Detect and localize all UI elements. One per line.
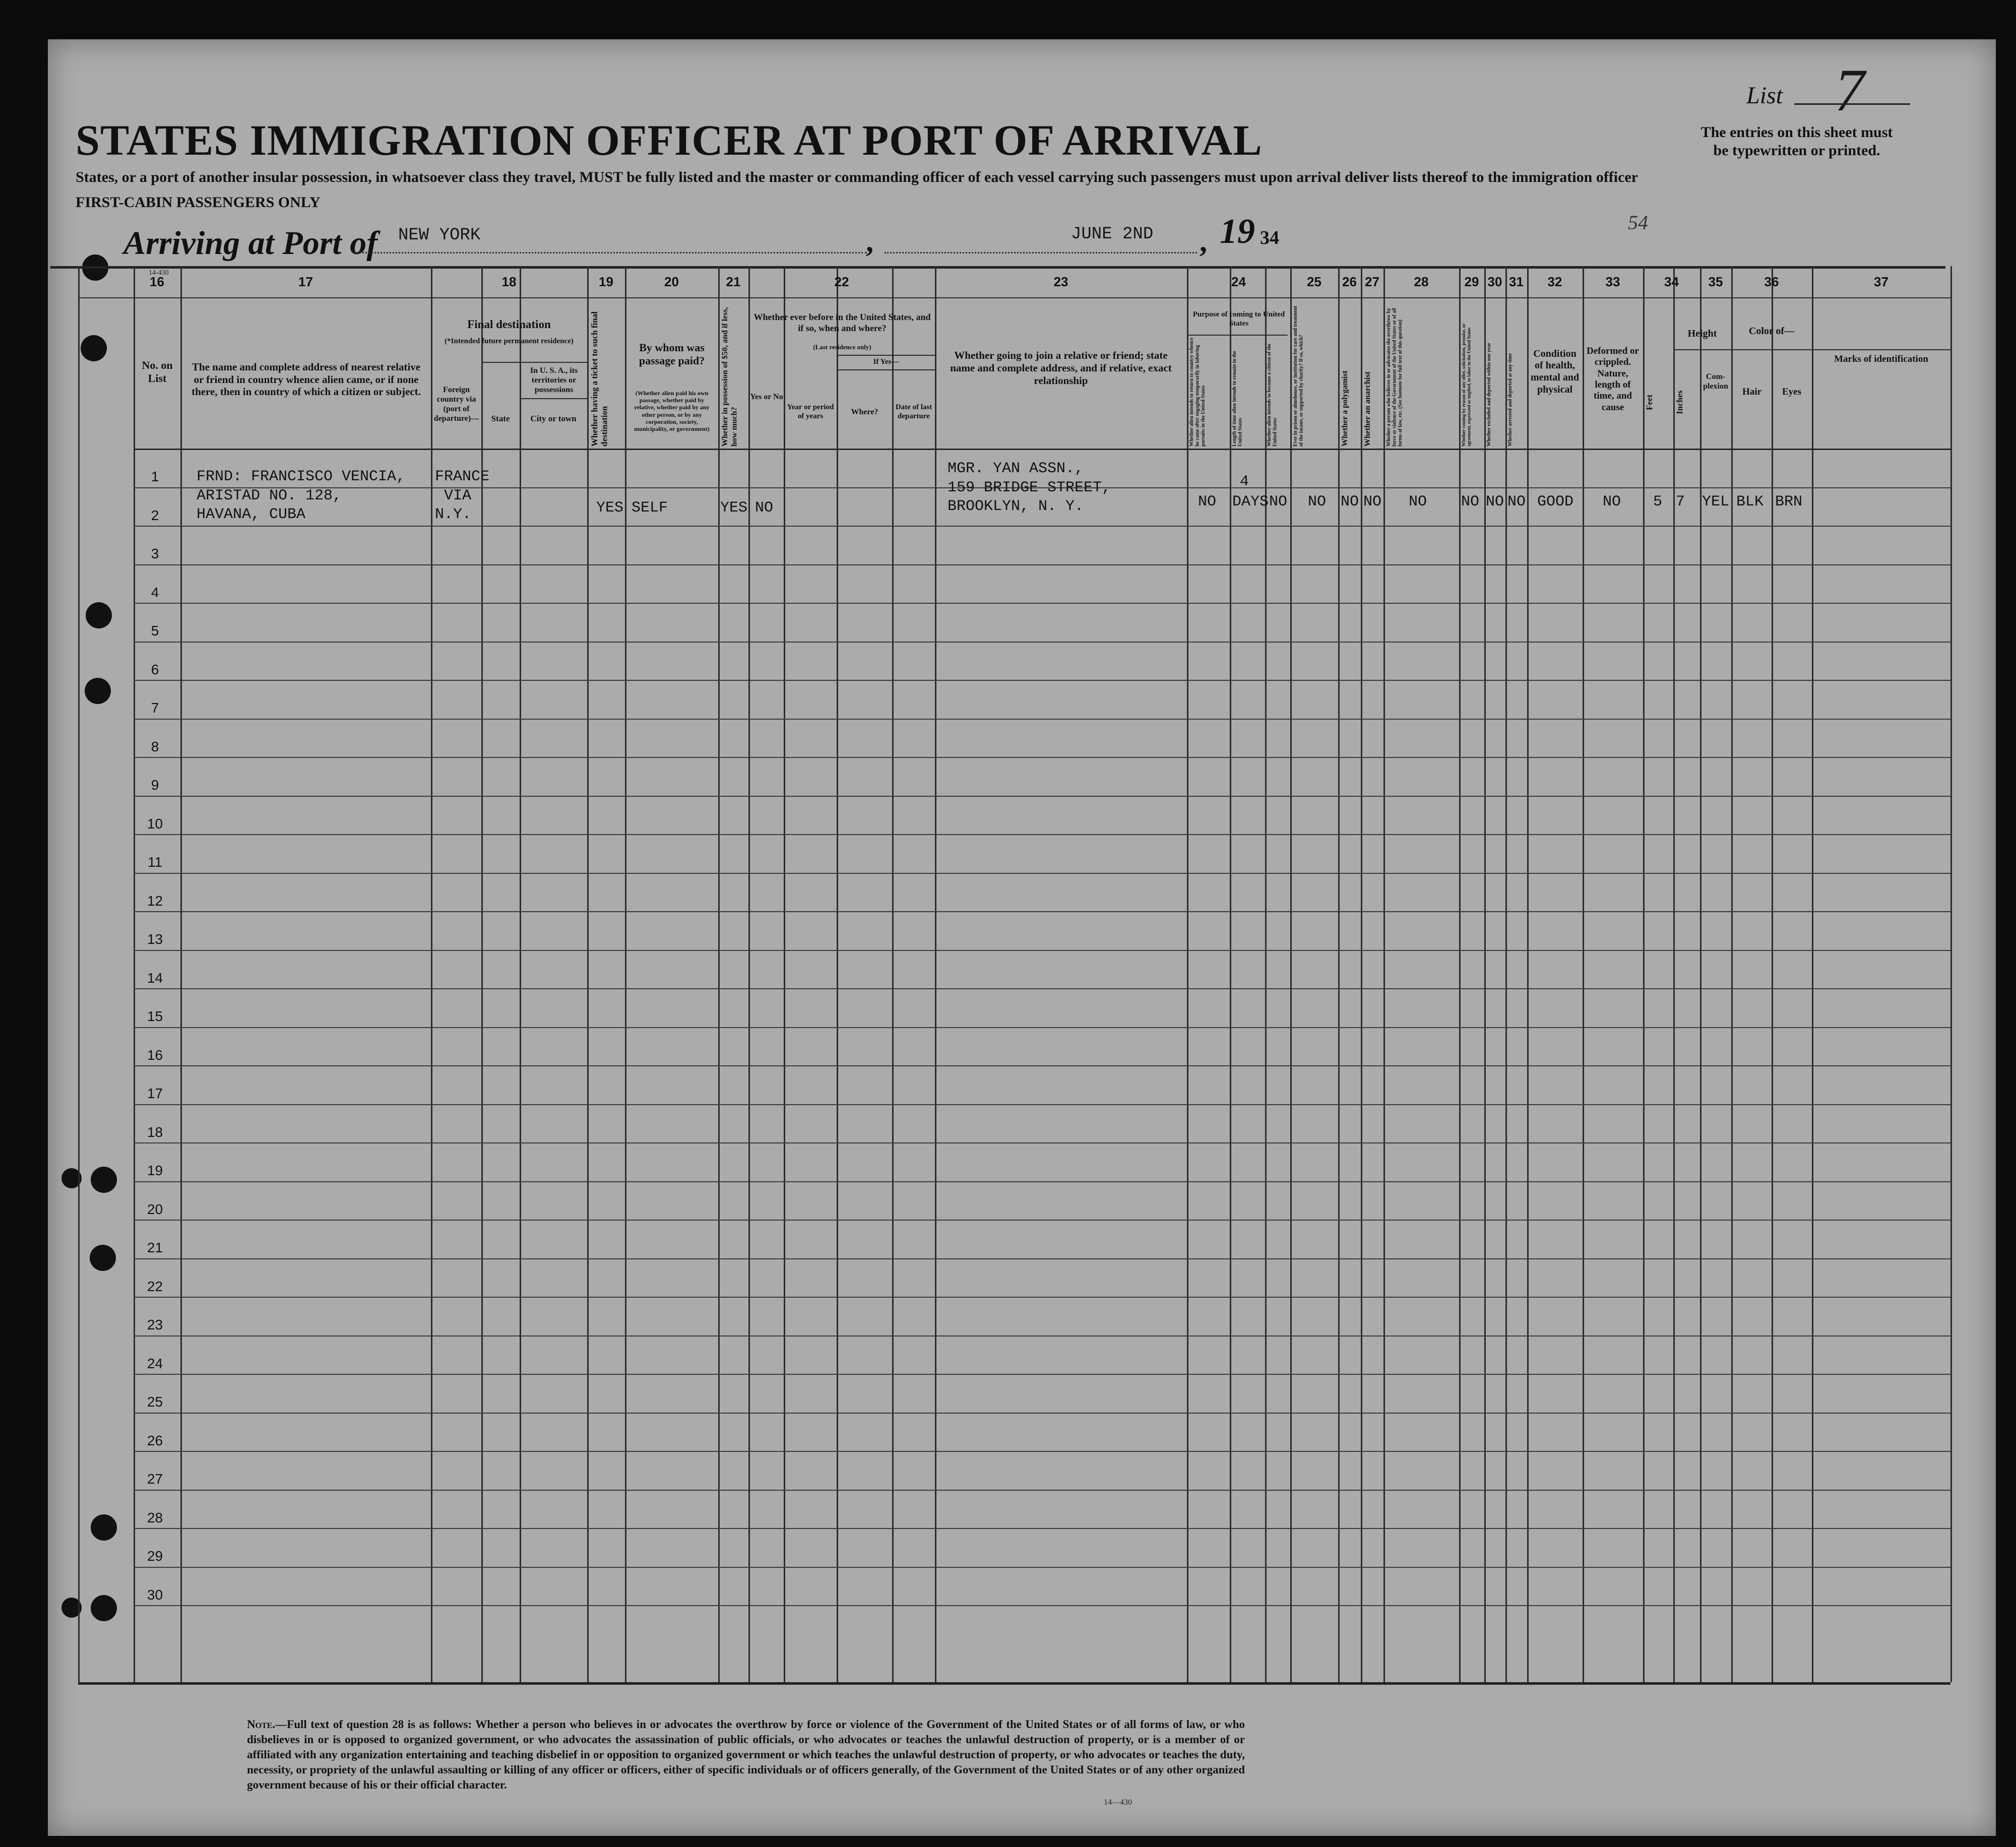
row-rule [134, 950, 1950, 951]
footnote-question-28 [247, 1717, 1245, 1792]
row-rule [134, 911, 1950, 912]
header-passage-paid: By whom was passage paid? [639, 341, 705, 367]
entry-hair: BLK [1736, 493, 1764, 511]
row-number: 21 [147, 1240, 163, 1255]
row-rule [134, 1605, 1950, 1606]
col-num-25: 25 [1307, 274, 1321, 289]
header-hair: Hair [1742, 386, 1761, 397]
year-suffix: 34 [1260, 227, 1279, 248]
margin-note: 54 [1628, 211, 1648, 234]
row-rule [134, 1451, 1950, 1452]
row-number: 27 [147, 1471, 163, 1487]
row-rule [134, 1297, 1950, 1298]
entry-length-unit: DAYS [1232, 493, 1269, 511]
col-num-36: 36 [1764, 274, 1779, 289]
row-number: 13 [147, 931, 163, 947]
col-num-33: 33 [1605, 274, 1620, 289]
port-underline [353, 252, 867, 253]
entry-length-number: 4 [1240, 473, 1249, 490]
header-class: FIRST-CABIN PASSENGERS ONLY [76, 194, 321, 211]
header-city: City or town [530, 413, 577, 423]
row-rule [134, 1490, 1950, 1491]
col-num-27: 27 [1365, 274, 1379, 289]
header-color-of: Color of— [1748, 326, 1795, 337]
row-number: 20 [147, 1201, 163, 1217]
header-ever-before: Whether ever before in the United States, and if so, when and where? [753, 312, 931, 333]
entry-citizen: NO [1269, 493, 1288, 511]
col-num-16: 16 [150, 274, 164, 289]
row-number: 29 [147, 1548, 163, 1564]
header-feet: Feet [1645, 394, 1654, 410]
row-number: 8 [151, 738, 159, 754]
row-number: 2 [151, 507, 159, 523]
row-rule [134, 526, 1950, 527]
header-in-usa: In U. S. A., its territories or possessions [530, 366, 578, 394]
row-rule [134, 1181, 1950, 1182]
col-num-18: 18 [501, 274, 517, 289]
header-complexion: Com- plexion [1703, 372, 1728, 391]
entry-ever-before: NO [755, 499, 774, 517]
row-rule [134, 796, 1950, 797]
entry-passage-paid: SELF [632, 499, 668, 517]
col-num-21: 21 [726, 274, 741, 289]
header-date-departure: Date of last departure [895, 403, 932, 420]
row-rule [134, 1258, 1950, 1259]
entry-prison: NO [1308, 493, 1327, 511]
col-num-31: 31 [1509, 274, 1524, 289]
entry-join-relative: MGR. YAN ASSN., 159 BRIDGE STREET, BROOKLYN, N. Y. [948, 460, 1111, 515]
header-purpose-length: Length of time alien intends to remain in the United States [1232, 351, 1243, 447]
header-where: Where? [851, 407, 878, 416]
header-yes-no: Yes or No [750, 392, 783, 401]
header-height: Height [1687, 328, 1717, 340]
row-rule [134, 1142, 1950, 1143]
header-excluded: Whether excluded and deported within one year [1486, 343, 1492, 447]
header-purpose: Purpose of coming to United States [1192, 310, 1285, 328]
header-health: Condition of health, mental and physical [1530, 348, 1580, 395]
entry-health: GOOD [1537, 493, 1574, 511]
row-number: 4 [151, 584, 159, 600]
header-nearest-relative: The name and complete address of nearest relative or friend in country whence alien came, or if none there, then in country of which a citizen or subject. [192, 360, 421, 398]
header-eyes: Eyes [1782, 386, 1801, 397]
entry-fifty-dollars: YES [720, 499, 748, 517]
row-rule [134, 873, 1950, 874]
row-number: 5 [151, 623, 159, 639]
col-num-28: 28 [1414, 274, 1429, 289]
header-state: State [491, 413, 510, 423]
entry-feet: 5 [1653, 493, 1663, 511]
col-num-20: 20 [664, 274, 679, 289]
row-number: 9 [151, 777, 159, 793]
entry-foreign-country: FRANCE VIA N.Y. [435, 468, 490, 523]
row-number: 19 [147, 1163, 163, 1178]
row-number: 3 [151, 546, 159, 561]
row-number: 26 [147, 1432, 163, 1448]
row-number: 22 [147, 1278, 163, 1294]
col-num-30: 30 [1487, 274, 1502, 289]
header-instructions: States, or a port of another insular possession, in whatsoever class they travel, MUST be fully listed and the master or commanding officer of each vessel carrying such passengers must upon arrival deliver lists thereof to the immigration officer [76, 169, 1639, 185]
row-rule [134, 1528, 1950, 1529]
arriving-label: Arriving at Port of [123, 225, 378, 262]
form-number: 14-430 [149, 269, 169, 277]
header-inches: Inches [1675, 390, 1684, 414]
header-anarchist: Whether an anarchist [1363, 371, 1372, 447]
header-foreign-country: Foreign country via (port of departure)— [433, 386, 479, 423]
row-rule [134, 1335, 1950, 1336]
col-num-24: 24 [1231, 274, 1246, 289]
page-title: STATES IMMIGRATION OFFICER AT PORT OF ARRIVAL [76, 116, 1263, 164]
header-if-yes: If Yes— [873, 358, 899, 366]
header-marks-identification: Marks of identification [1834, 353, 1928, 364]
entry-excluded: NO [1486, 493, 1504, 511]
row-number: 17 [147, 1086, 163, 1101]
footer-form-number: 14—430 [1104, 1798, 1132, 1807]
header-purpose-citizen: Whether alien intends to become a citizen of the United States [1267, 343, 1278, 447]
entry-inches: 7 [1676, 493, 1685, 511]
comma-mark: , [866, 225, 873, 258]
row-rule [134, 988, 1950, 989]
footnote-lead: Note. [247, 1718, 276, 1731]
row-rule [134, 642, 1950, 643]
date-underline [885, 252, 1197, 253]
row-rule [134, 603, 1950, 604]
manifest-table [78, 266, 1950, 1685]
row-number: 14 [147, 970, 163, 986]
header-ticket: Whether having a ticket to such final destination [590, 311, 609, 447]
header-final-destination: Final destination [467, 318, 551, 331]
row-number: 15 [147, 1008, 163, 1024]
header-polygamist: Whether a polygamist [1341, 370, 1349, 447]
row-number: 30 [147, 1586, 163, 1603]
col-num-29: 29 [1464, 274, 1479, 289]
col-num-34: 34 [1664, 274, 1679, 289]
entry-ticket: YES [596, 499, 624, 517]
header-list-number: No. on List [142, 359, 173, 385]
col-num-23: 23 [1053, 274, 1068, 289]
header-ever-before-sub: (Last residence only) [813, 343, 871, 351]
row-number: 10 [147, 815, 163, 832]
entry-deported: NO [1507, 493, 1526, 511]
header-deformed: Deformed or crippled. Nature, length of time, and cause [1587, 345, 1639, 413]
col-num-17: 17 [298, 274, 313, 289]
row-number: 18 [147, 1124, 163, 1140]
row-number: 16 [147, 1047, 163, 1063]
col-num-19: 19 [599, 274, 613, 289]
col-num-26: 26 [1342, 274, 1357, 289]
row-rule [134, 719, 1950, 720]
row-rule [134, 680, 1950, 681]
entry-complexion: YEL [1702, 493, 1730, 511]
row-rule [134, 1104, 1950, 1105]
entry-question-28: NO [1409, 493, 1427, 511]
row-rule [134, 564, 1950, 565]
row-number: 23 [147, 1317, 163, 1332]
row-number: 12 [147, 893, 163, 909]
list-number: 7 [1835, 56, 1865, 123]
row-rule [134, 1413, 1950, 1414]
row-number: 1 [151, 469, 159, 484]
col-num-35: 35 [1708, 274, 1723, 289]
row-rule [134, 1065, 1950, 1066]
header-join-relative: Whether going to join a relative or friend; state name and complete address, and if relative, exact relationship [950, 349, 1172, 387]
port-value: NEW YORK [398, 226, 481, 245]
date-value: JUNE 2ND [1071, 225, 1154, 244]
row-rule [134, 834, 1950, 835]
col-num-22: 22 [834, 274, 849, 289]
row-number: 25 [147, 1394, 163, 1410]
header-question-28: Whether a person who believes in or advocates the overthrow by force or violence of the Government of the United States or of all forms of law, etc. (See footnote for full text of this question) [1386, 308, 1403, 447]
row-rule [134, 757, 1950, 758]
entry-purpose-return: NO [1198, 493, 1217, 511]
header-fifty-dollars: Whether in possession of $50, and if less, how much? [721, 307, 739, 447]
year-prefix: 19 [1220, 212, 1255, 251]
list-label: List [1746, 82, 1783, 109]
entry-anarchist: NO [1363, 493, 1382, 511]
entry-eyes: BRN [1775, 493, 1803, 511]
col-num-37: 37 [1874, 274, 1888, 289]
row-number: 11 [147, 854, 163, 870]
entry-polygamist: NO [1341, 493, 1359, 511]
row-rule [134, 1567, 1950, 1568]
entry-deformed: NO [1603, 493, 1621, 511]
header-purpose-return: Whether alien intends to return to country whence he came after engaging temporarily in laboring pursuits in the United States [1189, 337, 1206, 447]
row-number: 24 [147, 1355, 163, 1371]
row-number: 28 [147, 1509, 163, 1525]
footnote-text: —Full text of question 28 is as follows: Whether a person who believes in or advocates the overthrow by force or violence of the Government of the United States or of all forms of law, or who disbelieves in or is opposed to organized government, or who advocates the assassination of public officials, or who advocates or teaches the unlawful destruction of property, or is a member of or affiliated with any organization entertaining and teaching disbelief in or opposition to organized government or which teaches the unlawful destruction of property, or who advocates or teaches the duty, necessity, or propriety of the unlawful assaulting or killing of any officer or officers, either of specific individuals or of officers generally, of the Government of the United States or of any other organized government because of his or their official character. [247, 1718, 1245, 1791]
entry-labor-offer: NO [1461, 493, 1480, 511]
row-number: 7 [151, 700, 159, 716]
col-num-32: 32 [1547, 274, 1562, 289]
header-year-period: Year or period of years [787, 403, 834, 420]
typewriter-note: The entries on this sheet must be typewritten or printed. [1700, 124, 1893, 159]
list-underline [1794, 103, 1910, 105]
comma-mark: , [1200, 225, 1207, 258]
header-deported: Whether arrested and deported at any time [1507, 353, 1513, 447]
header-final-destination-sub: (*Intended future permanent residence) [445, 337, 574, 346]
row-number: 6 [151, 661, 159, 677]
header-prison: Ever in prison or almshouse, or institution for care and treatment of the insane, or supported by charity? If so, which? [1293, 305, 1304, 447]
row-rule [134, 1220, 1950, 1221]
row-rule [134, 1374, 1950, 1375]
header-labor-offer: Whether coming by reason of any offer, solicitation, promise, or agreement, expressed or implied, to labor in the United States [1461, 324, 1472, 447]
header-passage-paid-sub: (Whether alien paid his own passage, whether paid by relative, whether paid by any other person, or by any corporation, society, municipality, or government) [634, 390, 710, 432]
entry-nearest-relative: FRND: FRANCISCO VENCIA, ARISTAD NO. 128, HAVANA, CUBA [197, 468, 406, 523]
row-rule [134, 1027, 1950, 1028]
